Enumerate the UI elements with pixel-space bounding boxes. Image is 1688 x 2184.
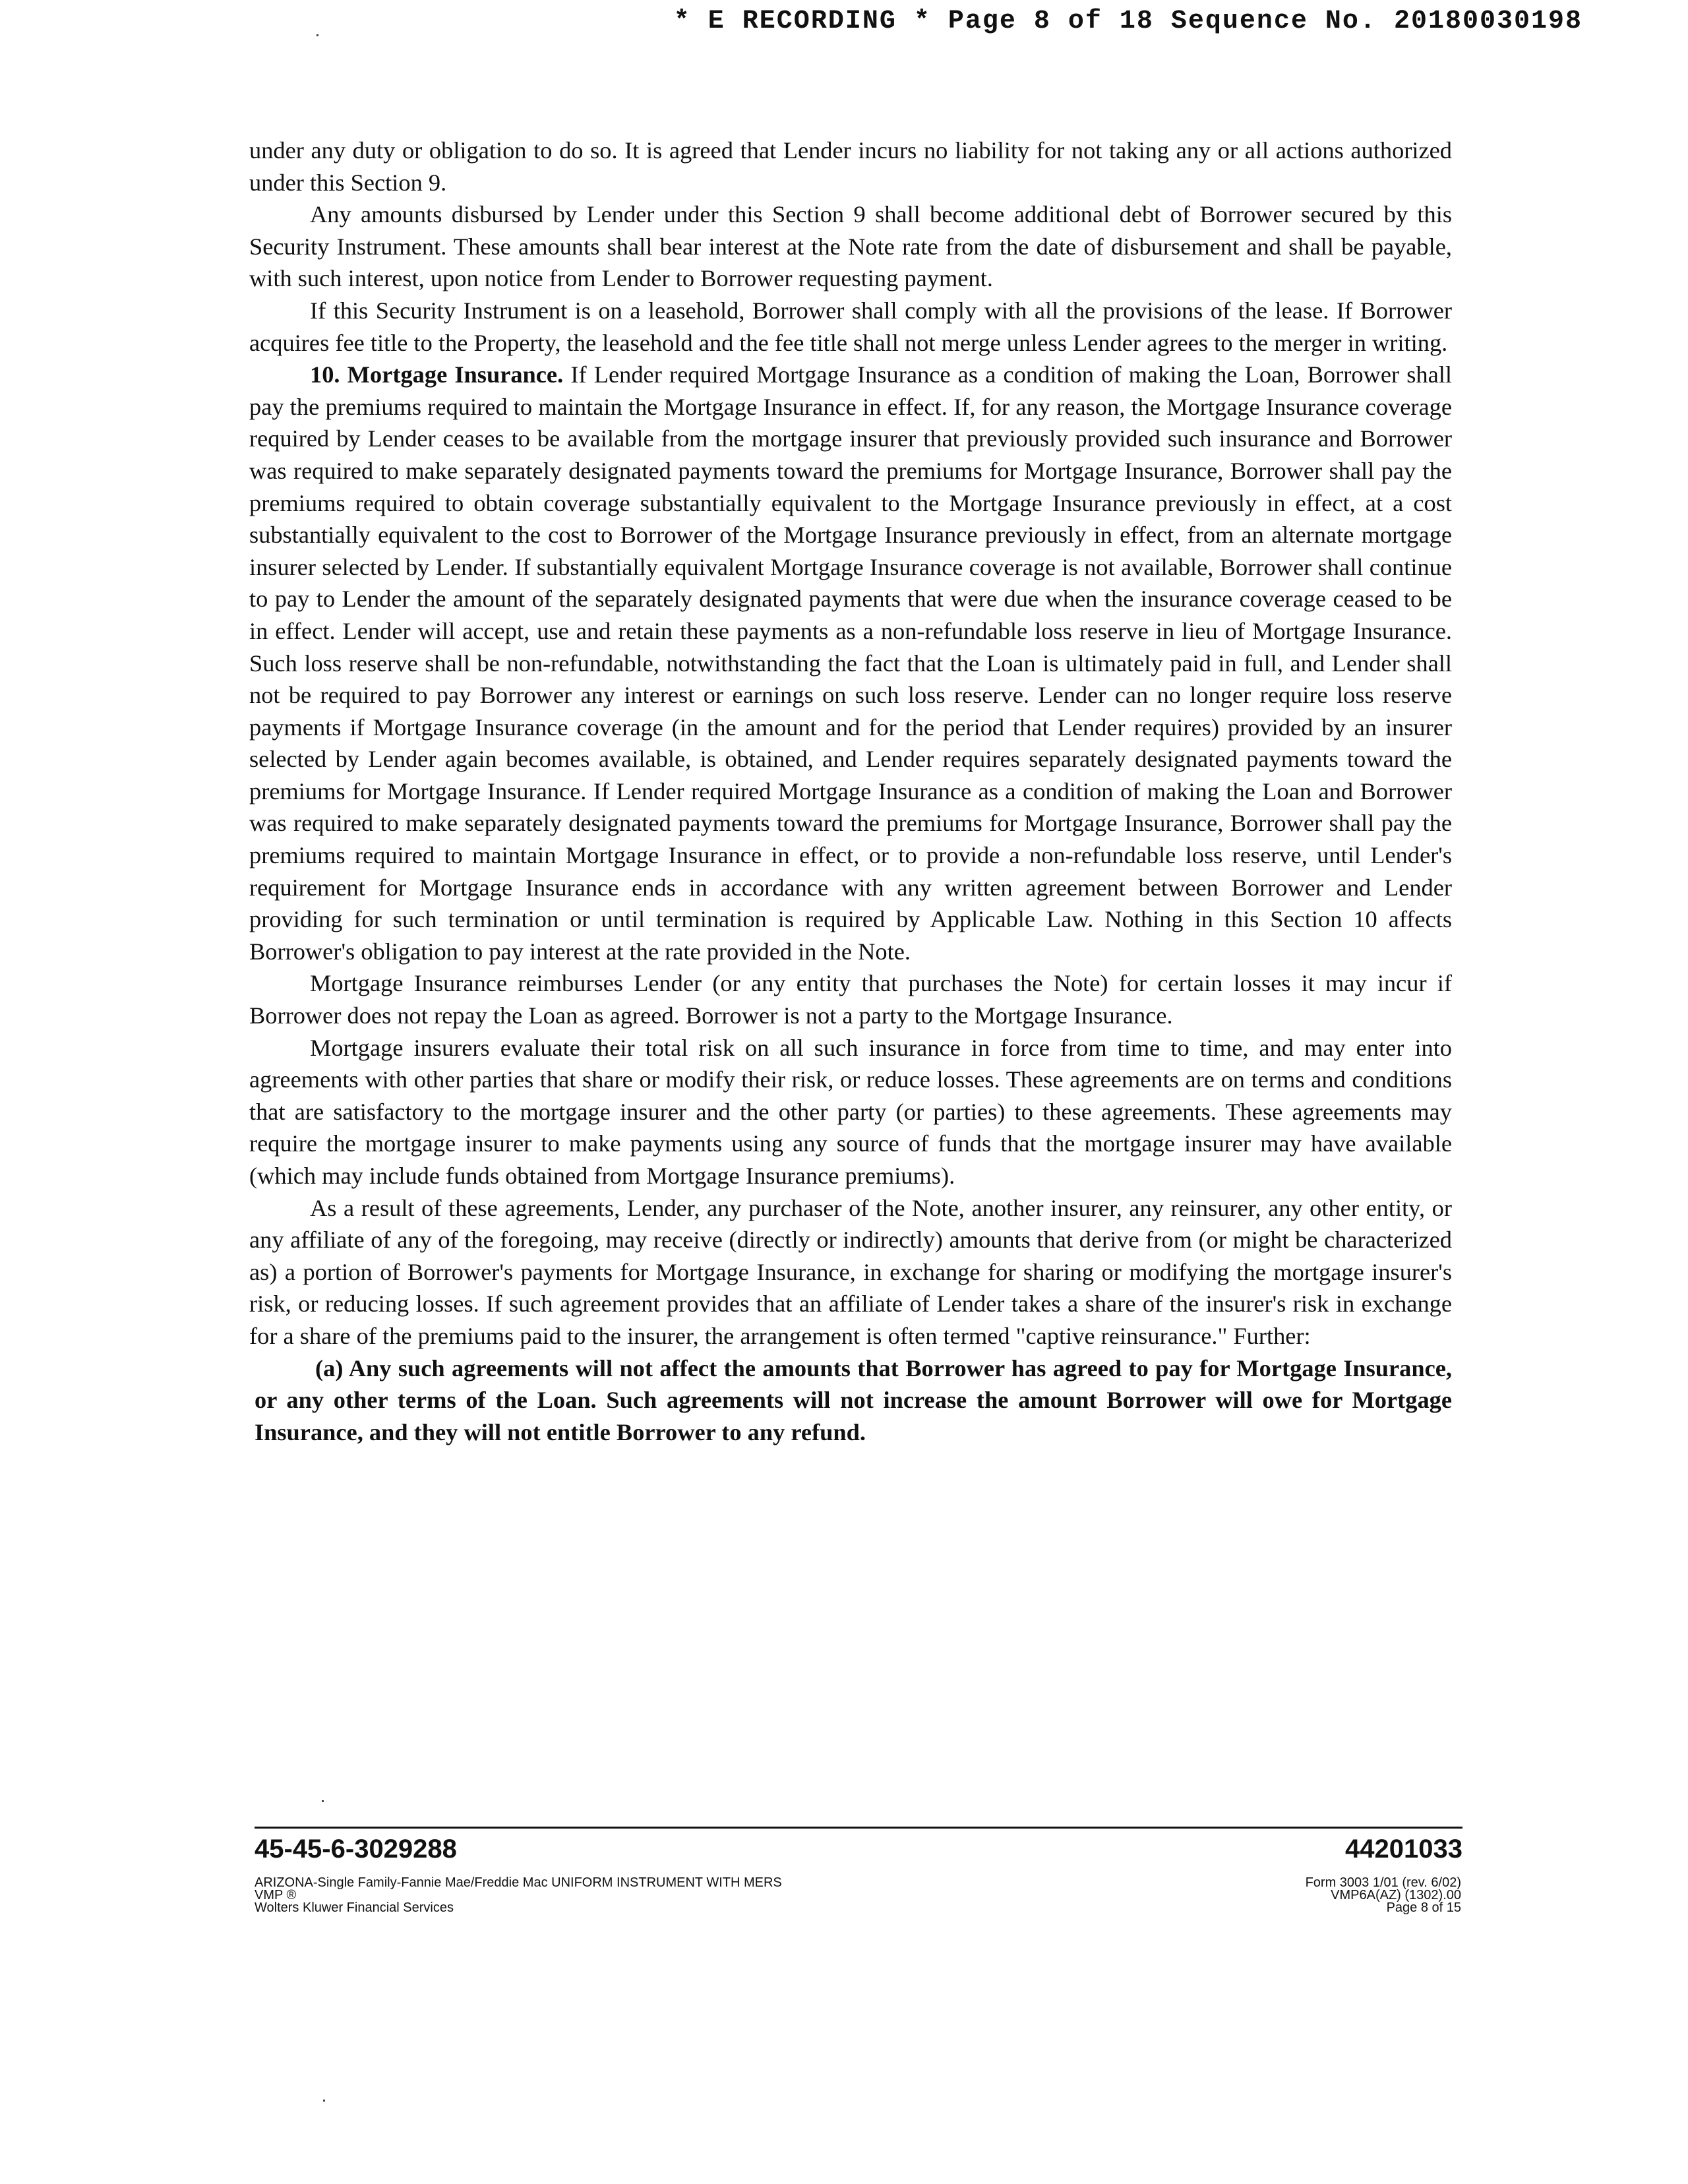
document-body [249,135,1452,1448]
form-number: Form 3003 1/01 (rev. 6/02) [1305,1875,1461,1890]
publisher: Wolters Kluwer Financial Services [255,1900,454,1915]
paragraph-continuation: under any duty or obligation to do so. It is agreed that Lender incurs no liability for not taking any or all actions authorized under this Section 9. [249,137,1452,196]
paragraph-a-bold: (a) Any such agreements will not affect the amounts that Borrower has agreed to pay for Mortgage Insurance, or any other terms of the Loan. Such agreements will not increase the amount Borrower will owe for Mortgage Insurance, and they will not entitle Borrower to any refund. [255,1354,1452,1445]
stray-mark [323,2100,325,2102]
stray-mark [322,1800,324,1802]
footer-form-info [255,1877,782,1914]
section-10-heading: 10. Mortgage Insurance. [310,361,564,388]
section-10-mortgage-insurance [249,359,1452,967]
page-label: Page 8 of 15 [1386,1900,1461,1915]
footer-form-number [1306,1877,1461,1914]
loan-number: 45-45-6-3029288 [255,1835,457,1864]
vmp-code: VMP6A(AZ) (1302).00 [1331,1888,1461,1902]
footer-divider [255,1827,1462,1829]
paragraph-disbursed-amounts: Any amounts disbursed by Lender under this Section 9 shall become additional debt of Borrower secured by this Security Instrument. These amounts shall bear interest at the Note rate from the date of disbursement and shall be payable, with such interest, upon notice from Lender to Borrower requesting payment. [249,201,1452,292]
vmp-mark: VMP ® [255,1888,297,1902]
paragraph-mi-insurers: Mortgage insurers evaluate their total risk on all such insurance in force from time to time, and may enter into agreements with other parties that share or modify their risk, or reduce losses. These agreements are on terms and conditions that are satisfactory to the mortgage insurer and the other party (or parties) to these agreements. These agreements may require the mortgage insurer to make payments using any source of funds that the mortgage insurer may have available (which may include funds obtained from Mortgage Insurance premiums). [249,1034,1452,1189]
document-number: 44201033 [1345,1835,1462,1864]
paragraph-agreements: As a result of these agreements, Lender, any purchaser of the Note, another insurer, any reinsurer, any other entity, or any affiliate of any of the foregoing, may receive (directly or indirectly) amounts that derive from (or might be characterized as) a portion of Borrower's payments for Mortgage Insurance, in exchange for sharing or modifying the mortgage insurer's risk, or reducing losses. If such agreement provides that an affiliate of Lender takes a share of the insurer's risk in exchange for a share of the premiums paid to the insurer, the arrangement is often termed "captive reinsurance." Further: [249,1194,1452,1349]
stray-mark [316,34,318,36]
paragraph-leasehold: If this Security Instrument is on a leasehold, Borrower shall comply with all the provisions of the lease. If Borrower acquires fee title to the Property, the leasehold and the fee title shall not merge unless Lender agrees to the merger in writing. [249,297,1452,356]
form-title: ARIZONA-Single Family-Fannie Mae/Freddie Mac UNIFORM INSTRUMENT WITH MERS [255,1875,782,1890]
paragraph-mi-reimburses: Mortgage Insurance reimburses Lender (or any entity that purchases the Note) for certain losses it may incur if Borrower does not repay the Loan as agreed. Borrower is not a party to the Mortgage Insurance. [249,970,1452,1029]
recording-header: * E RECORDING * Page 8 of 18 Sequence No. 20180030198 [673,7,1582,36]
section-10-text: If Lender required Mortgage Insurance as a condition of making the Loan, Borrower shall pay the premiums required to maintain the Mortgage Insurance in effect. If, for any reason, the Mortgage Insurance coverage required by Lender ceases to be available from the mortgage insurer that previously provided such insurance and Borrower was required to make separately designated payments toward the premiums for Mortgage Insurance, Borrower shall pay the premiums required to obtain coverage substantially equivalent to the Mortgage Insurance previously in effect, at a cost substantially equivalent to the cost to Borrower of the Mortgage Insurance previously in effect, from an alternate mortgage insurer selected by Lender. If substantially equivalent Mortgage Insurance coverage is not available, Borrower shall continue to pay to Lender the amount of the separately designated payments that were due when the insurance coverage ceased to be in effect. Lender will accept, use and retain these payments as a non-refundable loss reserve in lieu of Mortgage Insurance. Such loss reserve shall be non-refundable, notwithstanding the fact that the Loan is ultimately paid in full, and Lender shall not be required to pay Borrower any interest or earnings on such loss reserve. Lender can no longer require loss reserve payments if Mortgage Insurance coverage (in the amount and for the period that Lender requires) provided by an insurer selected by Lender again becomes available, is obtained, and Lender requires separately designated payments toward the premiums for Mortgage Insurance. If Lender required Mortgage Insurance as a condition of making the Loan and Borrower was required to make separately designated payments toward the premiums for Mortgage Insurance, Borrower shall pay the premiums required to maintain Mortgage Insurance in effect, or to provide a non-refundable loss reserve, until Lender's requirement for Mortgage Insurance ends in accordance with any written agreement between Borrower and Lender providing for such termination or until termination is required by Applicable Law. Nothing in this Section 10 affects Borrower's obligation to pay interest at the rate provided in the Note. [249,361,1452,965]
